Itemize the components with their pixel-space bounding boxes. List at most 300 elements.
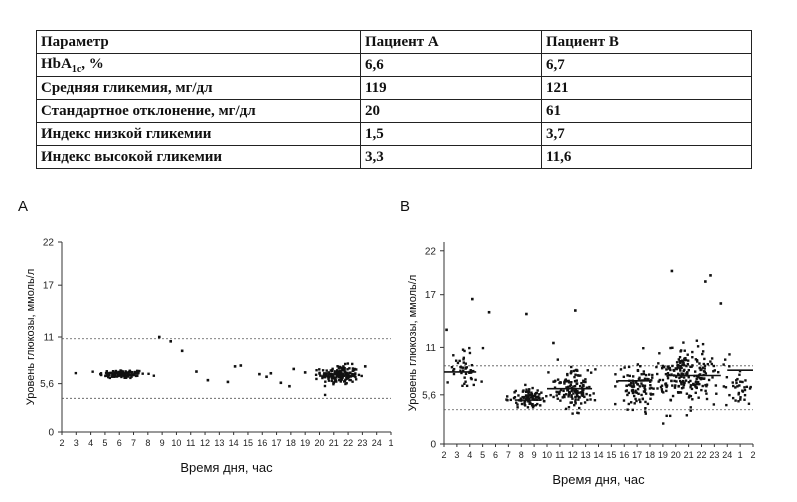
x-tick-label: 2 <box>441 450 447 460</box>
data-point <box>651 374 653 376</box>
scatter-chart-b <box>400 220 797 502</box>
data-point <box>695 381 697 383</box>
x-tick-label: 2 <box>59 438 65 448</box>
data-point <box>116 371 118 373</box>
data-point <box>739 396 741 398</box>
data-point <box>711 357 713 359</box>
data-point <box>540 391 542 393</box>
data-point <box>694 370 696 372</box>
data-point <box>575 389 577 391</box>
x-tick-label: 24 <box>371 438 382 448</box>
data-point <box>684 350 686 352</box>
x-tick-label: 15 <box>606 450 617 460</box>
data-point <box>571 398 573 400</box>
data-point <box>734 386 736 388</box>
data-point <box>576 370 578 372</box>
data-point <box>697 381 699 383</box>
data-point <box>662 379 664 381</box>
data-point <box>465 362 467 364</box>
y-tick-label: 22 <box>424 246 436 258</box>
data-point <box>665 390 667 392</box>
data-point <box>558 382 560 384</box>
table-row <box>37 100 752 123</box>
data-point <box>641 384 643 386</box>
x-tick-label: 1 <box>388 438 394 448</box>
data-point <box>652 393 654 395</box>
data-point <box>672 395 674 397</box>
data-point <box>626 394 628 396</box>
data-point <box>474 379 476 381</box>
data-point <box>576 382 578 384</box>
data-point <box>304 371 307 374</box>
data-point <box>712 370 714 372</box>
data-point <box>741 381 743 383</box>
table-row <box>37 77 752 100</box>
data-point <box>669 415 671 417</box>
data-point <box>671 270 674 273</box>
data-point <box>574 374 576 376</box>
data-point <box>639 365 641 367</box>
data-point <box>660 386 662 388</box>
data-point <box>686 414 688 416</box>
data-point <box>688 381 690 383</box>
table-header-row <box>37 31 752 54</box>
x-tick-label: 8 <box>145 438 151 448</box>
data-point <box>576 393 578 395</box>
data-point <box>147 373 149 375</box>
data-point <box>570 384 572 386</box>
y-tick-label: 0 <box>430 439 436 451</box>
data-point <box>570 390 572 392</box>
data-point <box>683 359 685 361</box>
data-point <box>335 380 337 382</box>
data-point <box>482 347 484 349</box>
data-point <box>570 395 572 397</box>
data-point <box>566 373 568 375</box>
data-point <box>690 409 692 411</box>
data-point <box>516 403 518 405</box>
data-point <box>642 398 644 400</box>
data-point <box>525 313 528 316</box>
data-point <box>342 372 344 374</box>
param-label: Индекс высокой гликемии <box>37 146 361 169</box>
data-point <box>510 399 512 401</box>
data-point <box>671 365 673 367</box>
data-point <box>690 406 692 408</box>
data-point <box>646 378 648 380</box>
data-point <box>632 409 634 411</box>
data-point <box>658 380 660 382</box>
data-point <box>468 347 470 349</box>
data-point <box>706 398 708 400</box>
y-axis-label: Уровень глюкозы, ммоль/л <box>407 274 419 412</box>
data-point <box>636 383 638 385</box>
data-point <box>696 340 698 342</box>
data-point <box>361 375 363 377</box>
data-point <box>647 403 649 405</box>
data-point <box>743 399 745 401</box>
data-point <box>685 379 687 381</box>
data-point <box>691 356 693 358</box>
data-point <box>666 415 668 417</box>
param-hba1c: HbA$_{1c}$, % <box>37 54 361 77</box>
data-point <box>463 376 465 378</box>
data-point <box>465 373 467 375</box>
data-point <box>703 358 705 360</box>
data-point <box>480 380 482 382</box>
table-row <box>37 146 752 169</box>
data-point <box>570 366 572 368</box>
data-point <box>696 378 698 380</box>
value-a: 3,3 <box>361 146 542 169</box>
data-point <box>709 360 711 362</box>
data-point <box>649 393 651 395</box>
data-point <box>667 377 669 379</box>
data-point <box>658 352 660 354</box>
data-point <box>656 373 658 375</box>
data-point <box>700 389 702 391</box>
value-b: 61 <box>542 100 752 123</box>
data-point <box>634 390 636 392</box>
data-point <box>525 388 527 390</box>
data-point <box>549 394 551 396</box>
x-tick-label: 8 <box>518 450 524 460</box>
data-point <box>338 371 340 373</box>
x-tick-label: 22 <box>343 438 354 448</box>
data-point <box>652 387 654 389</box>
data-point <box>628 403 630 405</box>
data-point <box>542 397 544 399</box>
data-point <box>348 379 350 381</box>
data-point <box>557 398 559 400</box>
data-point <box>555 391 557 393</box>
x-tick-label: 17 <box>632 450 643 460</box>
data-point <box>645 374 647 376</box>
data-point <box>466 366 468 368</box>
data-point <box>75 372 77 374</box>
data-point <box>355 368 357 370</box>
data-point <box>324 385 326 387</box>
data-point <box>711 363 713 365</box>
data-point <box>527 406 529 408</box>
data-point <box>318 368 320 370</box>
data-point <box>128 374 130 376</box>
data-point <box>585 393 587 395</box>
value-a: 1,5 <box>361 123 542 146</box>
data-point <box>683 364 685 366</box>
data-point <box>280 381 283 384</box>
data-point <box>702 343 704 345</box>
data-point <box>469 352 471 354</box>
y-tick-label: 5,6 <box>40 379 54 391</box>
data-point <box>335 373 337 375</box>
data-point <box>547 371 549 373</box>
data-point <box>570 372 572 374</box>
data-point <box>344 371 346 373</box>
data-point <box>459 366 461 368</box>
data-point <box>531 387 533 389</box>
data-point <box>680 367 682 369</box>
y-tick-label: 0 <box>48 427 54 439</box>
panel-label-a: A <box>18 198 29 215</box>
data-point <box>506 395 508 397</box>
data-point <box>637 393 639 395</box>
data-point <box>639 401 641 403</box>
data-point <box>739 381 741 383</box>
data-point <box>638 377 640 379</box>
data-point <box>559 399 561 401</box>
data-point <box>688 394 690 396</box>
x-tick-label: 14 <box>593 450 604 460</box>
data-point <box>577 412 579 414</box>
data-point <box>169 340 172 343</box>
table-row <box>37 54 752 77</box>
y-tick-label: 11 <box>43 332 54 344</box>
data-point <box>649 384 651 386</box>
data-point <box>734 399 736 401</box>
data-point <box>153 375 155 377</box>
data-point <box>453 373 455 375</box>
x-tick-label: 19 <box>300 438 311 448</box>
data-point <box>319 374 321 376</box>
data-point <box>643 373 645 375</box>
value-a: 119 <box>361 77 542 100</box>
data-point <box>129 377 131 379</box>
data-point <box>728 353 730 355</box>
data-point <box>644 385 646 387</box>
data-point <box>348 367 350 369</box>
x-tick-label: 16 <box>257 438 268 448</box>
data-point <box>623 376 625 378</box>
x-axis-label: Время дня, час <box>180 460 273 475</box>
data-point <box>695 392 697 394</box>
data-point <box>704 365 706 367</box>
data-point <box>137 372 139 374</box>
data-point <box>315 378 317 380</box>
data-point <box>688 369 690 371</box>
data-point <box>715 384 717 386</box>
data-point <box>539 404 541 406</box>
data-point <box>620 368 622 370</box>
data-point <box>582 384 584 386</box>
data-point <box>749 387 751 389</box>
data-point <box>582 392 584 394</box>
data-point <box>570 381 572 383</box>
data-point <box>240 364 243 367</box>
data-point <box>535 404 537 406</box>
data-point <box>746 386 748 388</box>
data-point <box>525 391 527 393</box>
x-tick-label: 20 <box>314 438 325 448</box>
data-point <box>669 399 671 401</box>
data-point <box>702 350 704 352</box>
data-point <box>358 374 360 376</box>
data-point <box>687 363 689 365</box>
data-point <box>698 383 700 385</box>
x-tick-label: 13 <box>214 438 225 448</box>
data-point <box>332 381 334 383</box>
data-point <box>697 345 699 347</box>
x-tick-label: 1 <box>737 450 743 460</box>
data-point <box>565 393 567 395</box>
header-patient-a: Пациент А <box>361 31 542 54</box>
data-point <box>640 373 642 375</box>
x-tick-label: 5 <box>102 438 108 448</box>
data-point <box>632 375 634 377</box>
data-point <box>458 360 460 362</box>
data-point <box>677 364 679 366</box>
data-point <box>656 387 658 389</box>
data-point <box>614 385 616 387</box>
data-point <box>109 377 111 379</box>
x-tick-label: 21 <box>328 438 339 448</box>
data-point <box>321 375 323 377</box>
x-tick-label: 14 <box>228 438 239 448</box>
data-point <box>644 378 646 380</box>
data-point <box>340 375 342 377</box>
data-point <box>626 408 628 410</box>
data-point <box>614 373 616 375</box>
data-point <box>552 342 555 345</box>
data-point <box>567 395 569 397</box>
data-point <box>332 377 334 379</box>
data-point <box>675 380 677 382</box>
data-point <box>648 373 650 375</box>
x-tick-label: 11 <box>555 450 565 460</box>
data-point <box>671 384 673 386</box>
data-point <box>683 382 685 384</box>
data-point <box>661 388 663 390</box>
data-point <box>324 394 326 396</box>
data-point <box>632 381 634 383</box>
data-point <box>732 381 734 383</box>
data-point <box>629 383 631 385</box>
header-parameter: Параметр <box>37 31 361 54</box>
data-point <box>628 366 630 368</box>
data-point <box>686 371 688 373</box>
data-point <box>110 372 112 374</box>
data-point <box>351 363 353 365</box>
data-point <box>698 362 700 364</box>
data-point <box>644 407 646 409</box>
data-point <box>347 362 349 364</box>
x-tick-label: 15 <box>242 438 253 448</box>
data-point <box>738 374 740 376</box>
data-point <box>671 347 673 349</box>
data-point <box>120 370 122 372</box>
data-point <box>315 369 317 371</box>
data-point <box>571 412 573 414</box>
data-point <box>455 360 457 362</box>
data-point <box>569 392 571 394</box>
x-tick-label: 10 <box>541 450 553 460</box>
x-tick-label: 22 <box>696 450 707 460</box>
data-point <box>536 389 538 391</box>
data-point <box>332 374 334 376</box>
data-point <box>578 374 580 376</box>
data-point <box>704 371 706 373</box>
data-point <box>723 385 725 387</box>
data-point <box>625 390 627 392</box>
value-b: 121 <box>542 77 752 100</box>
data-point <box>640 394 642 396</box>
data-point <box>535 396 537 398</box>
y-tick-label: 17 <box>424 290 436 302</box>
data-point <box>345 374 347 376</box>
data-point <box>580 402 582 404</box>
data-point <box>665 386 667 388</box>
data-point <box>584 378 586 380</box>
data-point <box>704 384 706 386</box>
data-point <box>207 379 210 382</box>
data-point <box>713 403 715 405</box>
data-point <box>326 369 328 371</box>
data-point <box>722 363 724 365</box>
x-tick-label: 16 <box>619 450 630 460</box>
data-point <box>748 403 750 405</box>
data-point <box>662 391 664 393</box>
data-point <box>725 386 727 388</box>
data-point <box>708 379 710 381</box>
data-point <box>700 377 702 379</box>
data-point <box>669 367 671 369</box>
data-point <box>738 384 740 386</box>
param-label: Стандартное отклонение, мг/дл <box>37 100 361 123</box>
data-point <box>715 393 717 395</box>
data-point <box>265 375 268 378</box>
data-point <box>676 361 678 363</box>
data-point <box>133 374 135 376</box>
data-point <box>679 369 681 371</box>
data-point <box>691 351 693 353</box>
data-point <box>589 398 591 400</box>
data-point <box>678 377 680 379</box>
data-point <box>324 380 326 382</box>
data-point <box>737 393 739 395</box>
x-tick-label: 24 <box>722 450 733 460</box>
data-point <box>563 395 565 397</box>
panel-label-b: B <box>400 198 411 215</box>
x-tick-label: 23 <box>357 438 368 448</box>
data-point <box>631 390 633 392</box>
data-point <box>683 376 685 378</box>
x-tick-label: 7 <box>131 438 137 448</box>
data-point <box>705 392 707 394</box>
data-point <box>679 360 681 362</box>
value-a: 6,6 <box>361 54 542 77</box>
data-point <box>516 406 518 408</box>
data-point <box>532 395 534 397</box>
data-point <box>657 362 659 364</box>
x-tick-label: 3 <box>73 438 79 448</box>
param-label: Индекс низкой гликемии <box>37 123 361 146</box>
data-point <box>528 388 530 390</box>
data-point <box>513 397 515 399</box>
data-point <box>106 370 108 372</box>
data-point <box>614 403 616 405</box>
data-point <box>687 359 689 361</box>
x-tick-label: 11 <box>186 438 196 448</box>
data-point <box>686 393 688 395</box>
data-point <box>703 367 705 369</box>
data-point <box>524 404 526 406</box>
data-point <box>665 368 667 370</box>
data-point <box>488 311 491 314</box>
data-point <box>644 391 646 393</box>
data-point <box>517 394 519 396</box>
data-point <box>528 394 530 396</box>
data-point <box>732 397 734 399</box>
